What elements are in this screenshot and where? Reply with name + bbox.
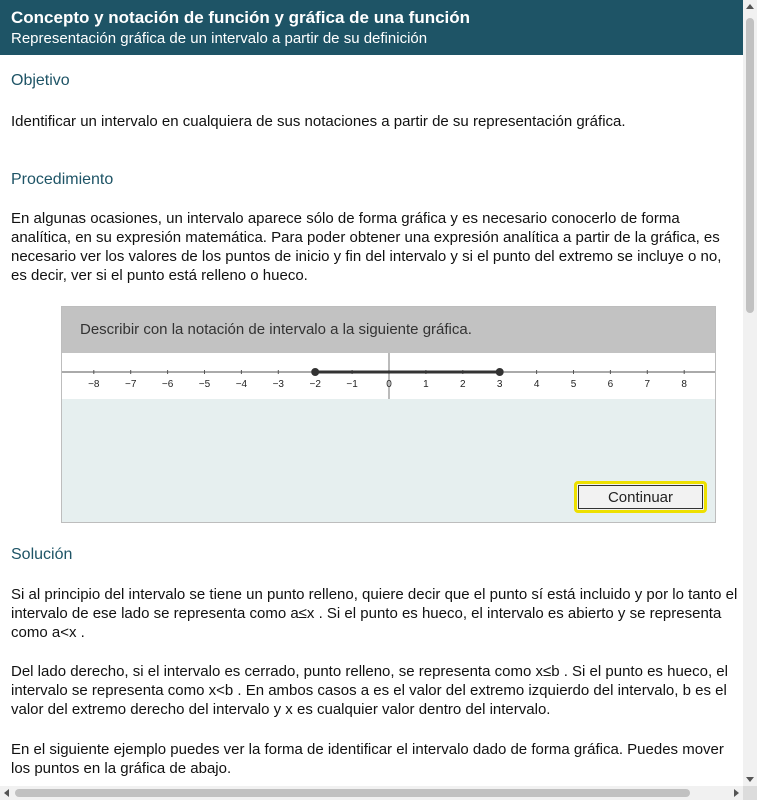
scroll-down-icon[interactable] [746, 777, 754, 782]
interval-end-point[interactable] [496, 369, 503, 376]
exercise-panel [61, 306, 716, 523]
solucion-text-1: Si al principio del intervalo se tiene un punto relleno, quiere decir que el punto sí está incluido y por lo tanto el intervalo de ese lado se representa como a≤x . Si el punto es hueco, el intervalo es abierto y se representa como a<x . [11, 586, 738, 641]
horizontal-scrollbar[interactable] [0, 786, 743, 800]
tick-label: −5 [198, 379, 211, 390]
page-subtitle: Representación gráfica de un intervalo a partir de su definición [11, 30, 428, 47]
horizontal-scroll-thumb[interactable] [15, 789, 690, 797]
tick-label: 1 [423, 379, 429, 390]
tick-label: 6 [607, 379, 614, 390]
tick-label: −1 [346, 379, 358, 390]
tick-label: 7 [644, 379, 651, 390]
scroll-left-icon[interactable] [4, 789, 9, 797]
procedimiento-heading: Procedimiento [11, 171, 114, 188]
procedimiento-text: En algunas ocasiones, un intervalo aparece sólo de forma gráfica y es necesario conocerlo de forma analítica, en su expresión matemática. Para poder obtener una expresión analítica a partir de la gráfica, es necesario ver los valores de los puntos de inicio y fin del intervalo y si el punto del extremo se incluye o no, es decir, ver si el punto está relleno o hueco. [11, 210, 722, 284]
tick-label: −2 [309, 379, 321, 390]
content-area [0, 55, 743, 786]
tick-label: −3 [272, 379, 285, 390]
scrollbar-corner [743, 786, 757, 800]
tick-label: −8 [88, 379, 100, 390]
page-header [0, 0, 743, 55]
tick-label: 5 [570, 379, 577, 390]
tick-label: 4 [533, 379, 540, 390]
solucion-text-3: En el siguiente ejemplo puedes ver la forma de identificar el intervalo dado de forma gráfica. Puedes mover los puntos en la gráfica de abajo. [11, 741, 724, 777]
scroll-up-icon[interactable] [746, 4, 754, 9]
exercise-prompt-bar [62, 307, 715, 353]
exercise-prompt: Describir con la notación de intervalo a la siguiente gráfica. [80, 321, 472, 338]
tick-label: 0 [386, 379, 392, 390]
solucion-heading: Solución [11, 546, 73, 563]
interval-start-point[interactable] [312, 369, 319, 376]
continue-button[interactable]: Continuar [574, 481, 707, 513]
tick-label: 3 [496, 379, 503, 390]
number-line-graph[interactable] [62, 353, 715, 399]
vertical-scrollbar[interactable] [743, 0, 757, 786]
vertical-scroll-thumb[interactable] [746, 18, 754, 313]
tick-label: 8 [681, 379, 687, 390]
tick-label: 2 [460, 379, 466, 390]
tick-label: −7 [124, 379, 137, 390]
scroll-right-icon[interactable] [734, 789, 739, 797]
tick-label: −6 [161, 379, 174, 390]
objetivo-heading: Objetivo [11, 72, 70, 89]
number-line-svg[interactable] [62, 353, 715, 399]
page-title: Concepto y notación de función y gráfica de una función [11, 8, 471, 27]
tick-label: −4 [235, 379, 248, 390]
objetivo-text: Identificar un intervalo en cualquiera de sus notaciones a partir de su representación gráfica. [11, 113, 626, 130]
solucion-text-2: Del lado derecho, si el intervalo es cerrado, punto relleno, se representa como x≤b . Si el punto es hueco, el intervalo se representa como x<b . En ambos casos a es el valor del extremo izquierdo del intervalo, b es el valor del extremo derecho del intervalo y x es cualquier valor dentro del intervalo. [11, 663, 728, 718]
